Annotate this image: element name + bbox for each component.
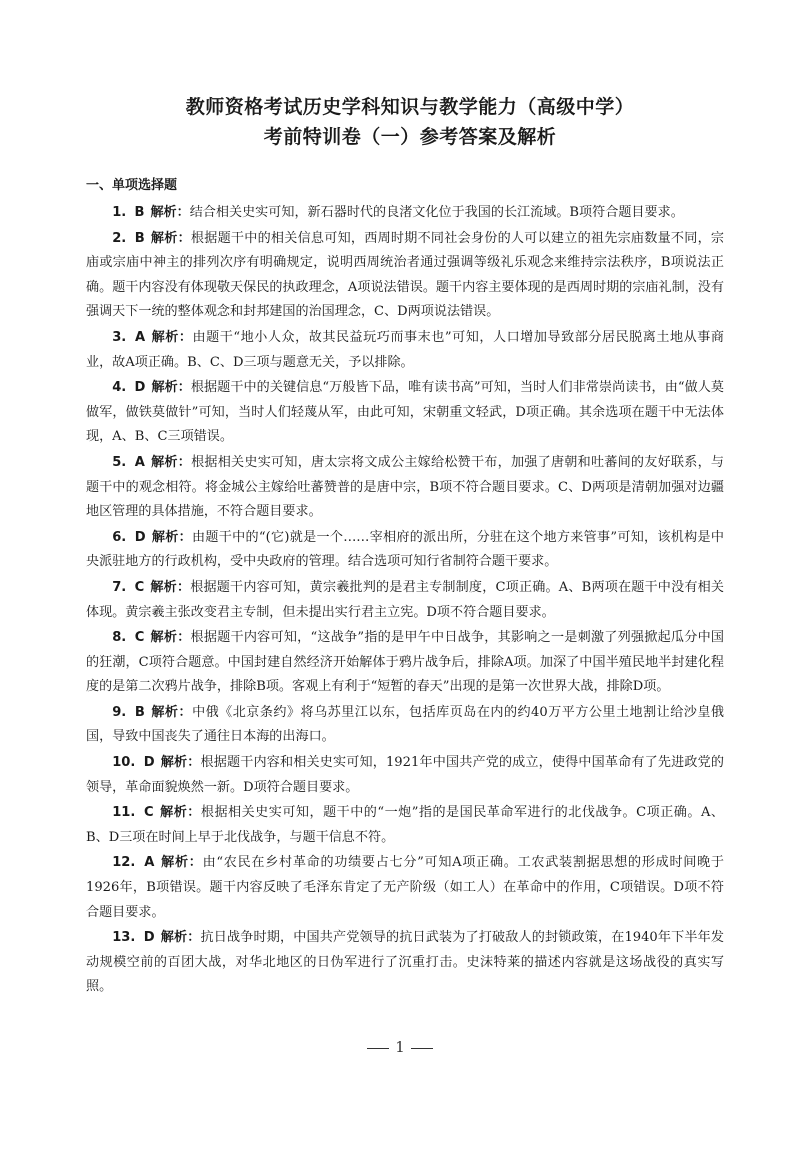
answer-item — [86, 851, 724, 925]
answer-letter: A — [144, 855, 155, 871]
page-number: 1 — [395, 1038, 405, 1056]
question-number: 6. — [112, 529, 127, 545]
explanation-text: 根据题干内容可知，黄宗羲批判的是君主专制制度，C项正确。A、B两项在题干中没有相关体现。黄宗羲主张改变君主专制，但未提出实行君主立宪。D项不符合题目要求。 — [86, 579, 724, 620]
question-number: 1. — [112, 205, 127, 220]
explanation-text: 根据题干中的关键信息“万般皆下品，唯有读书高”可知，当时人们非常崇尚读书，由“做人莫做军，做铁莫做针”可知，当时人们轻蔑从军，由此可知，宋朝重文轻武，D项正确。其余选项在题干中无法体现，A、B、C三项错误。 — [86, 380, 724, 445]
explanation-text: 根据相关史实可知，唐太宗将文成公主嫁给松赞干布，加强了唐朝和吐蕃间的友好联系，与题干中的观念相符。将金城公主嫁给吐蕃赞普的是唐中宗，B项不符合题目要求。C、D两项是清朝加强对边疆地区管理的具体措施，不符合题目要求。 — [86, 454, 725, 520]
answer-item — [86, 227, 724, 325]
answer-letter: D — [143, 755, 155, 771]
explanation-label: 解析： — [150, 579, 191, 595]
explanation-text: 结合相关史实可知，新石器时代的良渚文化位于我国的长江流域。B项符合题目要求。 — [189, 205, 684, 220]
explanation-text: 中俄《北京条约》将乌苏里江以东，包括库页岛在内的约40万平方公里土地割让给沙皇俄国，导致中国丧失了通往日本海的出海口。 — [86, 704, 725, 745]
answer-item — [86, 751, 724, 800]
answer-letter: D — [143, 930, 155, 946]
answer-item — [86, 576, 724, 625]
explanation-label: 解析： — [150, 205, 190, 220]
answer-item — [86, 376, 724, 450]
explanation-label: 解析： — [160, 855, 203, 871]
question-number: 5. — [112, 454, 127, 470]
explanation-label: 解析： — [160, 755, 201, 771]
explanation-label: 解析： — [150, 230, 191, 246]
explanation-label: 解析： — [159, 805, 201, 821]
answer-letter: C — [134, 630, 145, 646]
document-title: 教师资格考试历史学科知识与教学能力（高级中学） — [185, 96, 635, 118]
question-number: 11. — [112, 805, 136, 821]
answer-letter: C — [144, 805, 154, 821]
answer-letter: B — [134, 205, 145, 220]
answer-item — [86, 451, 724, 525]
answer-item — [86, 201, 724, 226]
answer-letter: B — [134, 704, 145, 720]
explanation-label: 解析： — [150, 630, 191, 646]
question-number: 7. — [112, 579, 127, 595]
question-number: 3. — [112, 329, 127, 345]
explanation-label: 解析： — [151, 380, 191, 396]
explanation-label: 解析： — [150, 454, 192, 470]
footer-dash-right — [411, 1048, 433, 1049]
explanation-label: 解析： — [160, 930, 201, 946]
question-number: 12. — [112, 855, 136, 871]
answer-letter: A — [134, 329, 146, 345]
answer-letter: B — [134, 230, 145, 246]
question-number: 4. — [112, 380, 127, 396]
answer-item — [86, 801, 724, 850]
question-number: 13. — [112, 930, 136, 946]
answer-letter: A — [134, 454, 145, 470]
question-number: 9. — [112, 704, 127, 720]
page-footer — [0, 1038, 800, 1056]
answer-letter: C — [134, 579, 145, 595]
answer-item — [86, 701, 724, 750]
answer-item — [86, 526, 724, 575]
explanation-text: 根据相关史实可知，题干中的“一炮”指的是国民革命军进行的北伐战争。C项正确。A、B、D三项在时间上早于北伐战争，与题干信息不符。 — [86, 805, 724, 845]
explanation-text: 由题干“地小人众，故其民益玩巧而事末也”可知，人口增加导致部分居民脱离土地从事商业，故A项正确。B、C、D三项与题意无关，予以排除。 — [86, 329, 725, 370]
explanation-label: 解析： — [151, 329, 193, 345]
explanation-text: 根据题干内容和相关史实可知，1921年中国共产党的成立，使得中国革命有了先进政党的领导，革命面貌焕然一新。D项符合题目要求。 — [86, 755, 725, 795]
explanation-text: 根据题干中的相关信息可知，西周时期不同社会身份的人可以建立的祖先宗庙数量不同，宗庙或宗庙中神主的排列次序有明确规定，说明西周统治者通过强调等级礼乐观念来维持宗法秩序，B项说法正确。题干内容没有体现敬天保民的执政理念，A项说法错误。题干内容主要体现的是西周时期的宗庙礼制，没有强调天下一统的整体观念和封邦建国的治国理念，C、D两项说法错误。 — [86, 230, 725, 320]
explanation-text: 由题干中的“(它)就是一个……宰相府的派出所，分驻在这个地方来管事”可知，该机构是中央派驻地方的行政机构，受中央政府的管理。结合选项可知行省制符合题干要求。 — [86, 529, 725, 570]
answer-item — [86, 326, 724, 375]
answer-list — [86, 201, 725, 1000]
question-number: 10. — [112, 755, 136, 771]
explanation-text: 根据题干内容可知，“这战争”指的是甲午中日战争，其影响之一是刺激了列强掀起瓜分中国的狂潮，C项符合题意。中国封建自然经济开始解体于鸦片战争后，排除A项。加深了中国半殖民地半封建化程度的是第二次鸦片战争，排除B项。客观上有利于“短暂的春天”出现的是第一次世界大战，排除D项。 — [86, 630, 725, 695]
explanation-text: 抗日战争时期，中国共产党领导的抗日武装为了打破敌人的封锁政策，在1940年下半年发动规模空前的百团大战，对华北地区的日伪军进行了沉重打击。史沫特莱的描述内容就是这场战役的真实写照。 — [86, 930, 725, 995]
explanation-text: 由“农民在乡村革命的功绩要占七分”可知A项正确。工农武装割据思想的形成时间晚于1926年，B项错误。题干内容反映了毛泽东肯定了无产阶级（如工人）在革命中的作用，C项错误。D项不符合题目要求。 — [86, 855, 725, 920]
explanation-label: 解析： — [151, 529, 193, 545]
question-number: 2. — [112, 230, 127, 246]
answer-item — [86, 626, 724, 700]
document-subtitle: 考前特训卷（一）参考答案及解析 — [263, 126, 557, 148]
answer-item — [86, 926, 724, 1000]
section-heading: 一、单项选择题 — [86, 178, 178, 193]
explanation-label: 解析： — [150, 704, 193, 720]
answer-letter: D — [134, 529, 146, 545]
answer-letter: D — [134, 380, 146, 396]
question-number: 8. — [112, 630, 127, 646]
footer-dash-left — [367, 1048, 389, 1049]
